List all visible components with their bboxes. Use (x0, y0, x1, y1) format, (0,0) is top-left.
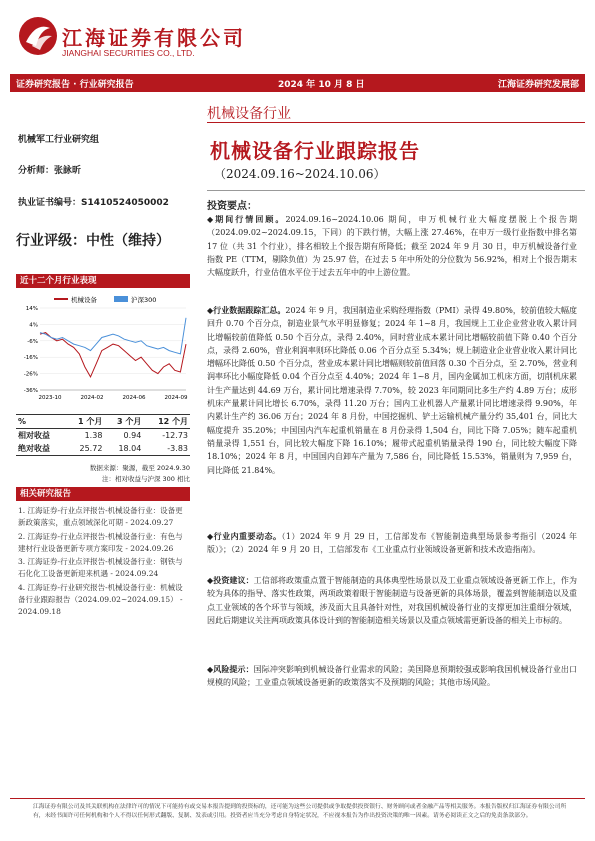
related-reports (18, 505, 190, 620)
table-cell: -12.73 (162, 431, 188, 440)
table-cell: 18.04 (104, 442, 143, 456)
para-market-review (207, 213, 577, 279)
y-tick-label: -6% (27, 338, 38, 345)
table-cell: 绝对收益 (16, 442, 65, 456)
related-report-item[interactable]: 3. 江海证券-行业点评报告-机械设备行业：钢铁与石化化工设备更新迎来机遇 - 2024.09.24 (18, 557, 183, 579)
para-text: 2024.09.16~2024.10.06 期间，申万机械行业大幅度摆脱上个报告期（2024.09.02~2024.09.15，下同）的下跌行情，大幅上涨 27.46%，在申万一级行业指数中排名第 17 位（共 31 个行业），排名相较上个报告期有所降低；截至 2024 年 9 月 30 日，申万机械设备行业指数 PE（TTM，剔除负值）为 25.97 倍，在过去 5 年中所处的分位数为 56.92%，相对上个报告期末大幅度跃升，行业估值水平位于过去五年中的中上游位置。 (207, 215, 577, 278)
certificate (18, 195, 169, 208)
para-text: 2024 年 9 月，我国制造业采购经理指数（PMI）录得 49.80%，较前值较大幅度回升 0.70 个百分点，制造业景气水平明显修复；2024 年 1~8 月，我国规上工业企业营业收入累计同比增幅较前值降低 0.50 个百分点，录得 2.40%，同时营业成本累计同比增幅较前值下降 0.40 个百分点，录得 2.60%，营业利润率则环比降低 0.06 个百分点至 5.34%；规上制造业企业营业收入累计同比增幅环比降低 0.50 个百分点，营业成本累计同比增幅则较前值回落 0.30 个百分点，至 2.70%，营业利润率环比小幅度降低 0.04 个百分点至 4.40%；2024 年 1~8 月，国内金属加工机床方面，切削机床累计生产量达到 44.69 万台，累计同比增速录得 7.70%，较 2023 年同期同比多生产约 4.89 万台；成形机床产量累计同比增长 6.70%，录得 11.20 万台；国内工业机器人产量累计同比增速录得 9.90%，年内累计生产约 36.06 万台；2024 年 8 月份，中国挖掘机、铲土运输机械产量分约 35,401 台，同比大幅度提升 35.20%；中国国内汽车起重机销量在 8 月份录得 1,504 台，同比下降 7.05%；随车起重机销量录得 1,551 台，同比较大幅度下降 16.10%；履带式起重机销量录得 190 台，同比较大幅度下降 18.10%；2024 年 8 月，中国国内自卸车产量为 7,586 台，同比降低 15.53%，销量则为 7,959 台，同比降低 21.84%。 (207, 306, 578, 475)
source-note: 数据来源：聚源，截至 2024.9.30 (89, 464, 190, 472)
company-name-en: JIANGHAI SECURITIES CO., LTD. (62, 48, 195, 58)
y-tick-label: -16% (23, 355, 38, 362)
para-lead: ◆期间行情回顾。 (207, 214, 286, 224)
plot-area (40, 318, 186, 377)
x-tick-label: 2024-09 (164, 395, 188, 401)
company-name-cn: 江海证券有限公司 (62, 26, 246, 50)
series-line-industry (40, 333, 186, 377)
cert-label: 执业证书编号： (18, 198, 82, 208)
table-cell: -3.83 (143, 442, 190, 456)
para-text: （1）2024 年 9 月 29 日，工信部发布《智能制造典型场景参考指引（2024 年版）》；（2）2024 年 9 月 20 日，工信部发布《工业重点行业领域设备更新和技术改造指南》。 (207, 532, 577, 555)
related-report-item[interactable]: 1. 江海证券-行业点评报告-机械设备行业：设备更新政策落实，重点领域深化可期 - 2024.09.27 (18, 506, 183, 528)
y-axis (24, 306, 186, 394)
analyst-label: 分析师： (18, 166, 55, 176)
para-investment-advice (207, 574, 577, 627)
industry-rating: 行业评级：中性（维持） (16, 233, 170, 249)
table-cell: 1.38 (84, 431, 103, 440)
analyst (18, 163, 81, 176)
divider (10, 798, 585, 799)
divider (207, 190, 585, 191)
para-lead: ◆行业内重要动态。 (207, 531, 282, 541)
table-header: 12 个月 (143, 415, 190, 429)
table-cell: 相对收益 (18, 431, 50, 440)
table-header: 1 个月 (65, 415, 104, 429)
para-lead: ◆投资建议： (207, 575, 254, 585)
table-header-row (16, 415, 190, 429)
para-lead: ◆行业数据跟踪汇总。 (207, 305, 286, 315)
para-lead: ◆风险提示： (207, 664, 254, 674)
para-risk-warning (207, 663, 577, 690)
header-bar (10, 74, 585, 92)
x-tick-label: 2024-06 (122, 395, 146, 401)
x-tick-label: 2023-10 (38, 395, 62, 401)
analyst-name: 张詠昕 (54, 166, 82, 176)
table-header: % (16, 415, 65, 429)
research-team: 机械军工行业研究组 (18, 135, 100, 145)
related-section-title: 相关研究报告 (16, 487, 190, 501)
series-line-index (40, 318, 186, 354)
table-cell: 25.72 (65, 442, 104, 456)
table-cell: 0.94 (123, 431, 142, 440)
para-text: 国际冲突影响到机械设备行业需求的风险；美国降息预期较强或影响我国机械设备行业出口规模的风险；工业重点领域设备更新的政策落实不及预期的风险；其他市场风险。 (207, 665, 577, 688)
department: 江海证券研究发展部 (497, 80, 579, 90)
relative-note: 注：相对收益与沪深 300 相比 (101, 475, 190, 483)
performance-table (16, 414, 190, 456)
para-data-tracking (207, 304, 577, 477)
table-header: 3 个月 (104, 415, 143, 429)
legend-label-index: 沪深300 (131, 296, 157, 304)
legend-label-industry: 机械设备 (71, 296, 97, 304)
x-tick-label: 2024-02 (80, 395, 104, 401)
report-title: 机械设备行业跟踪报告 (210, 139, 420, 163)
y-tick-label: -26% (23, 371, 38, 378)
y-tick-label: 14% (25, 306, 38, 312)
y-tick-label: -36% (23, 388, 38, 394)
table-row (16, 442, 190, 456)
legend-swatch-index (114, 296, 128, 302)
disclaimer: 江海证券有限公司及其关联机构在法律许可的情况下可能持有或交易本报告提到的投资标的，还可能为这些公司提供或争取提供投资银行、财务顾问或者金融产品等相关服务。本报告版权归江海证券有限公司所有，未经书面许可任何机构和个人不得以任何形式翻版、复制、发表或引用。投资者应当充分考虑自身特定状况，不应视本报告为作出投资决策的唯一因素。请务必阅读正文之后的免责条款部分。 (33, 804, 567, 819)
report-date: 2024 年 10 月 8 日 (278, 80, 365, 90)
divider (207, 122, 585, 123)
performance-chart (16, 292, 190, 410)
chart-legend (54, 295, 156, 304)
table-row (16, 429, 190, 443)
x-axis (39, 390, 188, 401)
related-report-item[interactable]: 4. 江海证券-行业研究报告-机械设备行业：机械设备行业跟踪报告（2024.09.02~2024.09.15） - 2024.09.18 (18, 582, 183, 617)
y-tick-label: 4% (29, 322, 38, 329)
report-period: （2024.09.16~2024.10.06） (214, 167, 386, 181)
para-text: 工信部将政策重点置于智能制造的具体典型性场景以及工业重点领域设备更新工作上，作为较为具体的指导、落实性政策，两项政策着眼于智能制造与设备更新的具体场景，覆盖到智能制造以及重点工业领域的各个环节与领域，涉及面大且具备针对性，对我国机械设备行业的支撑更加注重细分领域，因此后期建议关注两项政策具体设计到的智能制造相关场景以及重点领域需更新设备的相关上市标的。 (207, 576, 577, 625)
perf-section-title: 近十二个月行业表现 (16, 274, 190, 288)
logo-icon (18, 16, 58, 56)
industry-name: 机械设备行业 (207, 106, 291, 122)
cert-number: S1410524050002 (81, 198, 169, 208)
investment-highlights-heading: 投资要点： (207, 201, 257, 212)
related-report-item[interactable]: 2. 江海证券-行业点评报告-机械设备行业：有色与建材行业设备更新专项方案印发 - 2024.09.26 (18, 531, 183, 553)
para-industry-news (207, 530, 577, 557)
report-type: 证券研究报告 · 行业研究报告 (16, 80, 134, 90)
